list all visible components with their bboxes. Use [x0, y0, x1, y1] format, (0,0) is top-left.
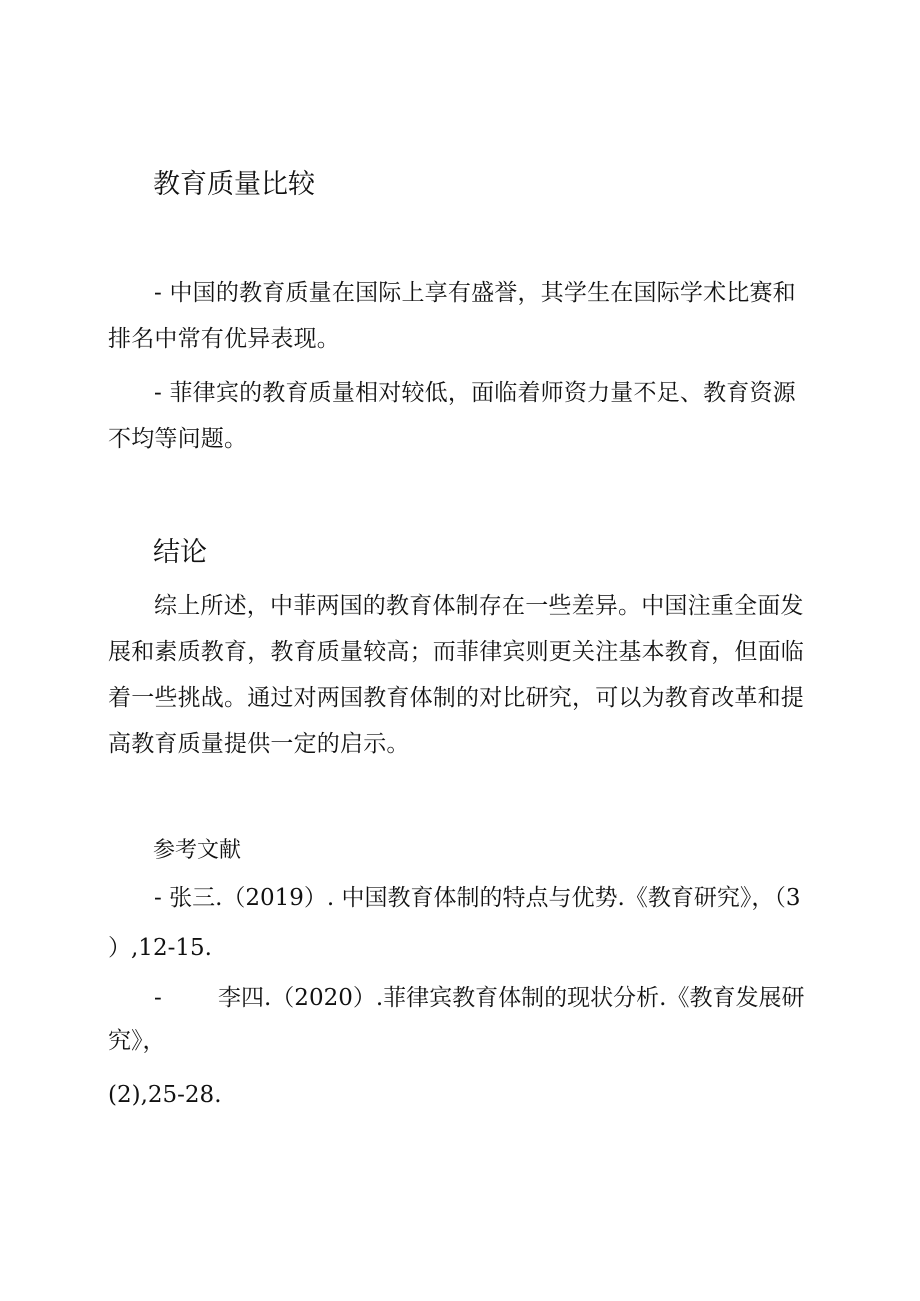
- reference-2-line-3: (2),25-28.: [108, 1082, 222, 1108]
- quality-heading: 教育质量比较: [153, 169, 315, 200]
- reference-2-line-2: 究》，: [108, 1028, 166, 1054]
- quality-item-philippines: - 菲律宾的教育质量相对较低，面临着师资力量不足、教育资源不均等问题。: [108, 380, 796, 452]
- quality-item-china: - 中国的教育质量在国际上享有盛誉，其学生在国际学术比赛和排名中常有优异表现。: [108, 280, 796, 352]
- conclusion-heading: 结论: [153, 537, 207, 568]
- references-heading: 参考文献: [153, 838, 242, 863]
- reference-2-line-1: 李四.（2020）.菲律宾教育体制的现状分析.《教育发展研: [218, 985, 805, 1011]
- reference-1-line-2: ）,12-15.: [108, 935, 212, 961]
- reference-2-dash: -: [154, 985, 162, 1011]
- conclusion-paragraph: 综上所述，中菲两国的教育体制存在一些差异。中国注重全面发展和素质教育，教育质量较高；而菲律宾则更关注基本教育，但面临着一些挑战。通过对两国教育体制的对比研究，可以为教育改革和提高教育质量提供一定的启示。: [108, 593, 804, 757]
- reference-1-line-1: - 张三.（2019）. 中国教育体制的特点与优势.《教育研究》，（3: [154, 885, 801, 911]
